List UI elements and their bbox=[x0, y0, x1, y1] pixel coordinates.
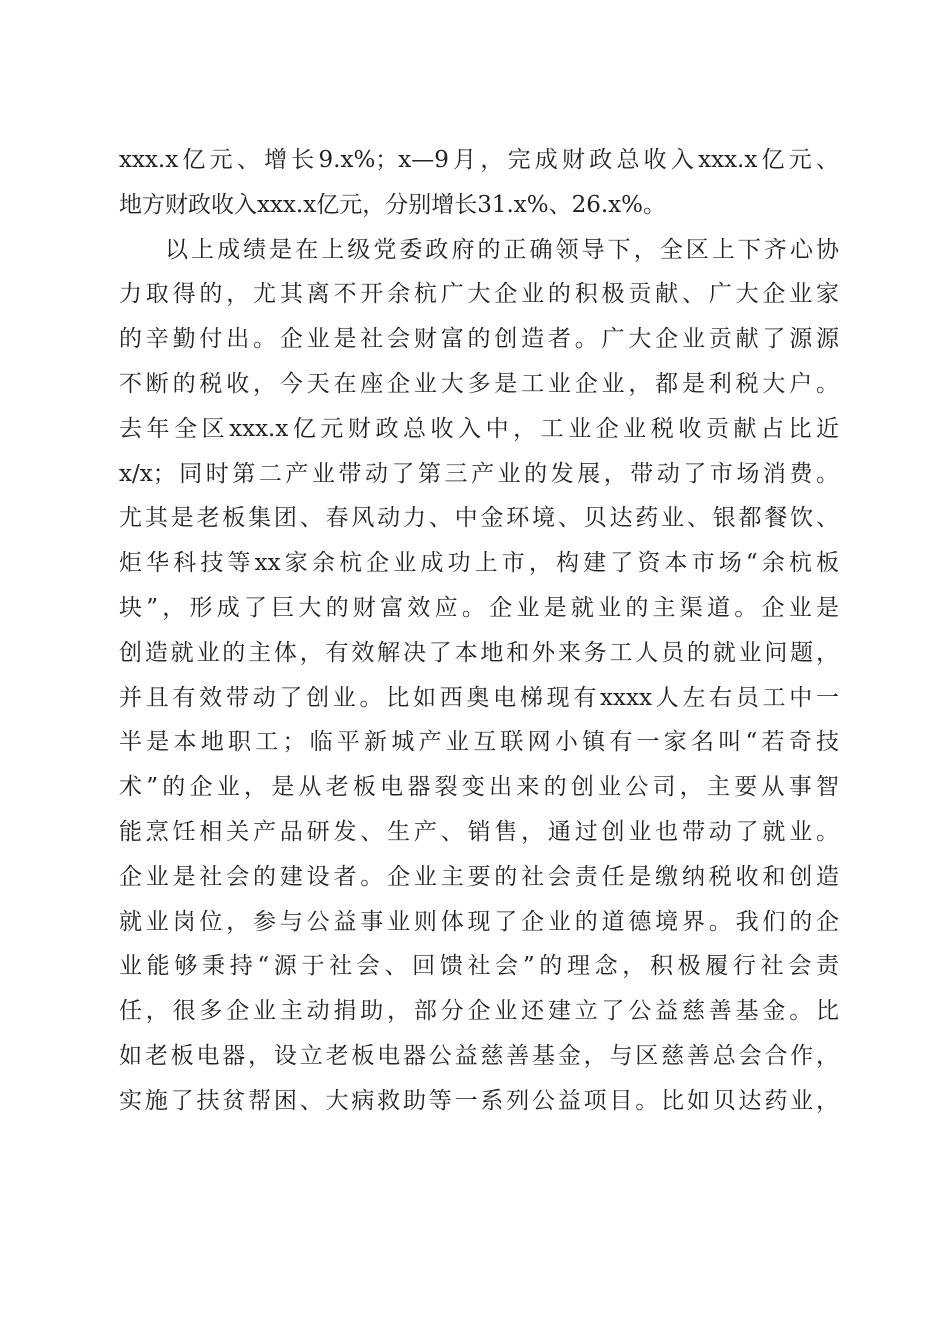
text-line: 的辛勤付出。企业是社会财富的创造者。广大企业贡献了源源 bbox=[119, 326, 839, 353]
text-line: 术”的企业，是从老板电器裂变出来的创业公司，主要从事智 bbox=[119, 774, 839, 801]
text-line: x/x；同时第二产业带动了第三产业的发展，带动了市场消费。 bbox=[119, 460, 839, 487]
paragraph-start-line: 以上成绩是在上级党委政府的正确领导下，全区上下齐心协 bbox=[165, 236, 839, 263]
text-line: 不断的税收，今天在座企业大多是工业企业，都是利税大户。 bbox=[119, 370, 839, 397]
text-line: 业能够秉持“源于社会、回馈社会”的理念，积极履行社会责 bbox=[119, 953, 839, 980]
text-line: 企业是社会的建设者。企业主要的社会责任是缴纳税收和创造 bbox=[119, 863, 839, 890]
text-line: 力取得的，尤其离不开余杭广大企业的积极贡献、广大企业家 bbox=[119, 281, 839, 308]
text-line: 实施了扶贫帮困、大病救助等一系列公益项目。比如贝达药业， bbox=[119, 1087, 839, 1114]
text-line: xxx.x亿元、增长9.x%；x—9月，完成财政总收入xxx.x亿元、 bbox=[119, 147, 839, 173]
text-line: 地方财政收入xxx.x亿元，分别增长31.x%、26.x%。 bbox=[119, 191, 667, 218]
text-line: 半是本地职工；临平新城产业互联网小镇有一家名叫“若奇技 bbox=[119, 729, 839, 756]
text-line: 去年全区xxx.x亿元财政总收入中，工业企业税收贡献占比近 bbox=[119, 415, 839, 442]
text-line: 创造就业的主体，有效解决了本地和外来务工人员的就业问题， bbox=[119, 639, 839, 666]
text-line: 如老板电器，设立老板电器公益慈善基金，与区慈善总会合作， bbox=[119, 1042, 839, 1069]
text-line: 能烹饪相关产品研发、生产、销售，通过创业也带动了就业。 bbox=[119, 818, 839, 845]
text-line: 任，很多企业主动捐助，部分企业还建立了公益慈善基金。比 bbox=[119, 998, 839, 1025]
text-line: 就业岗位，参与公益事业则体现了企业的道德境界。我们的企 bbox=[119, 908, 839, 935]
text-line: 炬华科技等xx家余杭企业成功上市，构建了资本市场“余杭板 bbox=[119, 550, 839, 577]
text-line: 并且有效带动了创业。比如西奥电梯现有xxxx人左右员工中一 bbox=[119, 684, 839, 711]
text-line: 块”，形成了巨大的财富效应。企业是就业的主渠道。企业是 bbox=[119, 594, 839, 621]
text-line: 尤其是老板集团、春风动力、中金环境、贝达药业、银都餐饮、 bbox=[119, 505, 839, 532]
body-text bbox=[119, 138, 839, 1124]
